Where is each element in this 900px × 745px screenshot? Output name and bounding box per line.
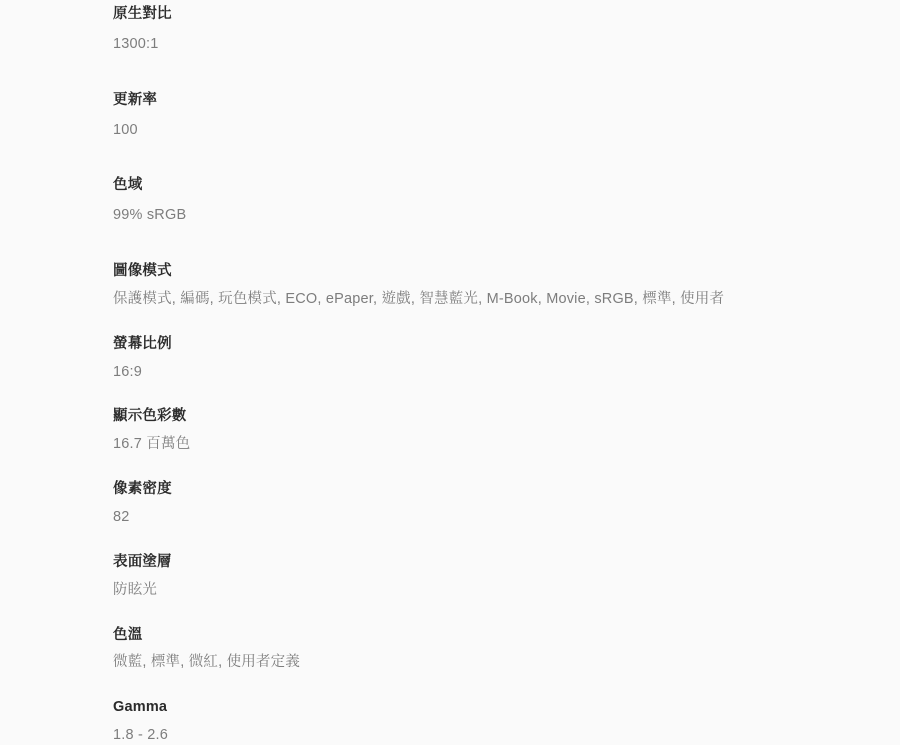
- spec-row: [113, 626, 900, 673]
- spec-row: [113, 91, 900, 140]
- spec-label: 像素密度: [113, 481, 172, 498]
- spec-value: 1.8 - 2.6: [113, 727, 168, 744]
- spec-row: [113, 176, 900, 225]
- spec-label: 顯示色彩數: [113, 408, 187, 425]
- spec-row: [113, 407, 900, 454]
- spec-label: Gamma: [113, 699, 168, 716]
- spec-row: [113, 0, 900, 54]
- spec-label: 表面塗層: [113, 553, 172, 570]
- spec-label: 更新率: [113, 91, 158, 108]
- spec-label: 原生對比: [113, 6, 172, 22]
- spec-value: 99% sRGB: [113, 207, 187, 224]
- spec-label: 螢幕比例: [113, 335, 172, 352]
- spec-value: 防眩光: [113, 581, 158, 598]
- spec-value: 100: [113, 121, 138, 138]
- spec-value: 16.7 百萬色: [113, 436, 191, 453]
- spec-value: 保護模式, 編碼, 玩色模式, ECO, ePaper, 遊戲, 智慧藍光, M-Book, Movie, sRGB, 標準, 使用者: [113, 290, 725, 307]
- spec-label: 圖像模式: [113, 263, 172, 280]
- spec-value: 82: [113, 508, 130, 525]
- spec-row: [113, 262, 900, 309]
- spec-value: 微藍, 標準, 微紅, 使用者定義: [113, 654, 301, 671]
- spec-label: 色域: [113, 177, 143, 194]
- spec-value: 1300:1: [113, 35, 159, 52]
- spec-value: 16:9: [113, 363, 143, 380]
- spec-row: [113, 480, 900, 527]
- spec-row: [113, 335, 900, 382]
- spec-row: [113, 553, 900, 600]
- spec-row: [113, 698, 900, 745]
- spec-label: 色溫: [113, 626, 143, 643]
